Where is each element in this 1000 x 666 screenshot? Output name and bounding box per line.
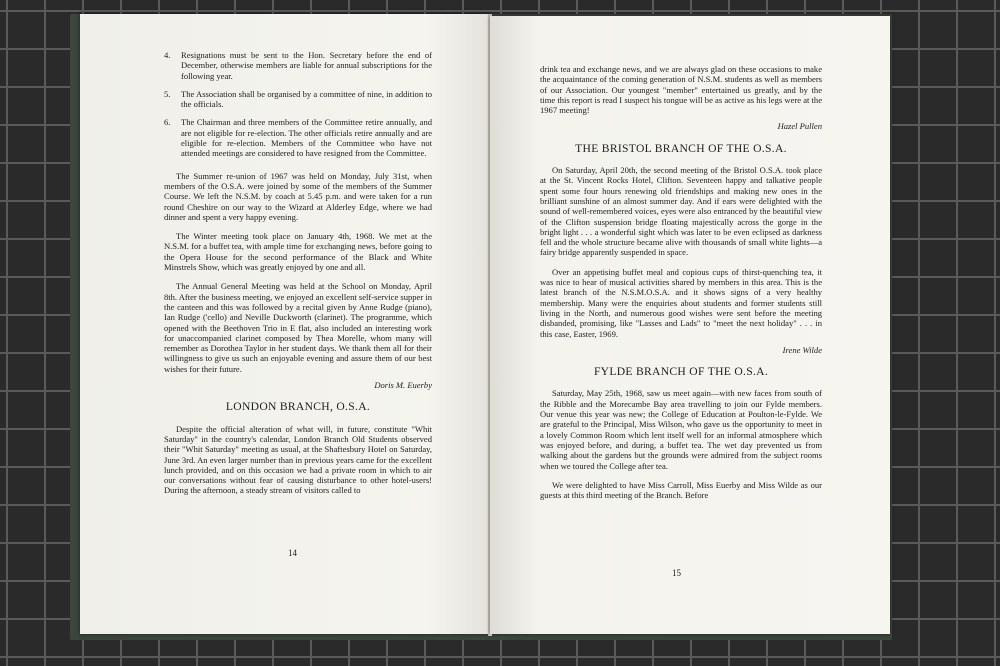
agm-paragraph: The Annual General Meeting was held at the School on Monday, April 8th. After the business meeting, we enjoyed an excellent self-service supper in the canteen and this was followed by a recital given by Anne Rudge (piano), Ian Rudge ('cello) and Neville Duckworth (clarinet). The programme, which opened with the Beethoven Trio in E flat, also included an interesting work for unaccompanied clarinet composed by Thea Morelle, whom many will remember as Dorothea Taylor in her student days. We thank them all for their willingness to give us such an enjoyable evening and assure them of our best wishes for their future. [164,281,432,374]
fylde-paragraph: Saturday, May 25th, 1968, saw us meet again—with new faces from south of the Ribble and the Morecambe Bay area travelling to join our Fylde members. Our venue this year was new; the College of Education at Poulton-le-Fylde. We are grateful to the Principal, Miss Wilson, who gave us the opportunity to meet in a lovely Common Room which lent itself well for an informal atmosphere which was enjoyed before, and during, a buffet tea. The wet day prevented us from walking about the gardens but the grounds were admired from the subject rooms when we toured the College after tea. [540,388,822,471]
section-heading-london: LONDON BRANCH, O.S.A. [225,400,371,414]
right-page [490,16,890,634]
signature: Doris M. Euerby [374,380,432,391]
rule-text: The Association shall be organised by a committee of nine, in addition to the officials. [181,88,432,110]
continuation-paragraph: drink tea and exchange news, and we are always glad on these occasions to make the acquaintance of the coming generation of N.S.M. students as well as members of our Association. Our youngest "member" entertained us greatly, and by the time this report is read I suspect his tongue will be as active as his legs were at the 1967 meeting! [540,64,822,116]
rule-number: 4. [164,50,171,60]
signature: Hazel Pullen [777,121,822,132]
section-heading-fylde: FYLDE BRANCH OF THE O.S.A. [593,365,769,379]
rule-number: 5. [164,88,171,99]
bristol-paragraph: Over an appetising buffet meal and copious cups of thirst-quenching tea, it was nice to hear of musical activities shared by members in this area. This is the latest branch of the N.S.M.O.S.A. and it shows signs of a very healthy membership. Many were the enquiries about students and former students still living in the North, and numerous good wishes were sent before the meeting disbanded, promising, like "Lasses and Lads" to "meet the next holiday" . . . in this case, Easter, 1969. [540,266,822,339]
left-page-text [164,50,432,505]
page-number: 14 [288,548,297,558]
section-heading-bristol: THE BRISTOL BRANCH OF THE O.S.A. [575,141,787,155]
rule-item [164,50,432,81]
signature: Irene Wilde [782,344,822,355]
right-page-text [540,64,822,509]
london-paragraph: Despite the official alteration of what will, in future, constitute "Whit Saturday" in the country's calendar, London Branch Old Students observed their "Whit Saturday" meeting as usual, at the Shaftesbury Hotel on Saturday, June 3rd. An even larger number than in previous years came for the excellent lunch provided, and on this occasion we had a private room in which to air our conversations without fear of causing disturbance to other hotel-users! During the afternoon, a steady stream of visitors called to [164,423,432,496]
fylde-paragraph: We were delighted to have Miss Carroll, Miss Euerby and Miss Wilde as our guests at this third meeting of the Branch. Before [540,479,822,501]
rule-item [164,117,432,158]
bristol-paragraph: On Saturday, April 20th, the second meeting of the Bristol O.S.A. took place at the St. Vincent Rocks Hotel, Clifton. Seventeen happy and talkative people spent some four hours renewing old friendships and making new ones in the brilliant sunshine of an almost summer day. And if ears were delighted with the sound of well-remembered voices, eyes were also entranced by the beautiful view of the Clifton suspension bridge floating majestically across the gorge in the bright light . . . a wonderful sight which was later to be even eclipsed as darkness fell and the whole structure became alive with thousands of small white lights—a fairy bridge apparently suspended in space. [540,165,822,258]
rule-number: 6. [164,117,171,128]
rule-item [164,89,432,110]
page-number: 15 [672,568,681,578]
rule-text: Resignations must be sent to the Hon. Secretary before the end of December, otherwise members are liable for annual subscriptions for the following year. [181,50,432,81]
rule-text: The Chairman and three members of the Committee retire annually, and are not eligible for re-election. The other officials retire annually and are eligible for re-election. Members of the Committee who have not attended meetings are considered to have resigned from the Committee. [181,117,432,159]
left-page [80,14,490,634]
winter-meeting-paragraph: The Winter meeting took place on January 4th, 1968. We met at the N.S.M. for a buffet tea, with ample time for exchanging news, before going to the Opera House for the second performance of the Black and White Minstrels Show, which was greatly enjoyed by one and all. [164,231,432,273]
summer-reunion-paragraph: The Summer re-union of 1967 was held on Monday, July 31st, when members of the O.S.A. were joined by some of the members of the Summer Course. We left the N.S.M. by coach at 5.45 p.m. and were taken for a run round Cheshire on our way to the Wizard at Alderley Edge, where we had dinner and spent a very happy evening. [164,170,432,222]
